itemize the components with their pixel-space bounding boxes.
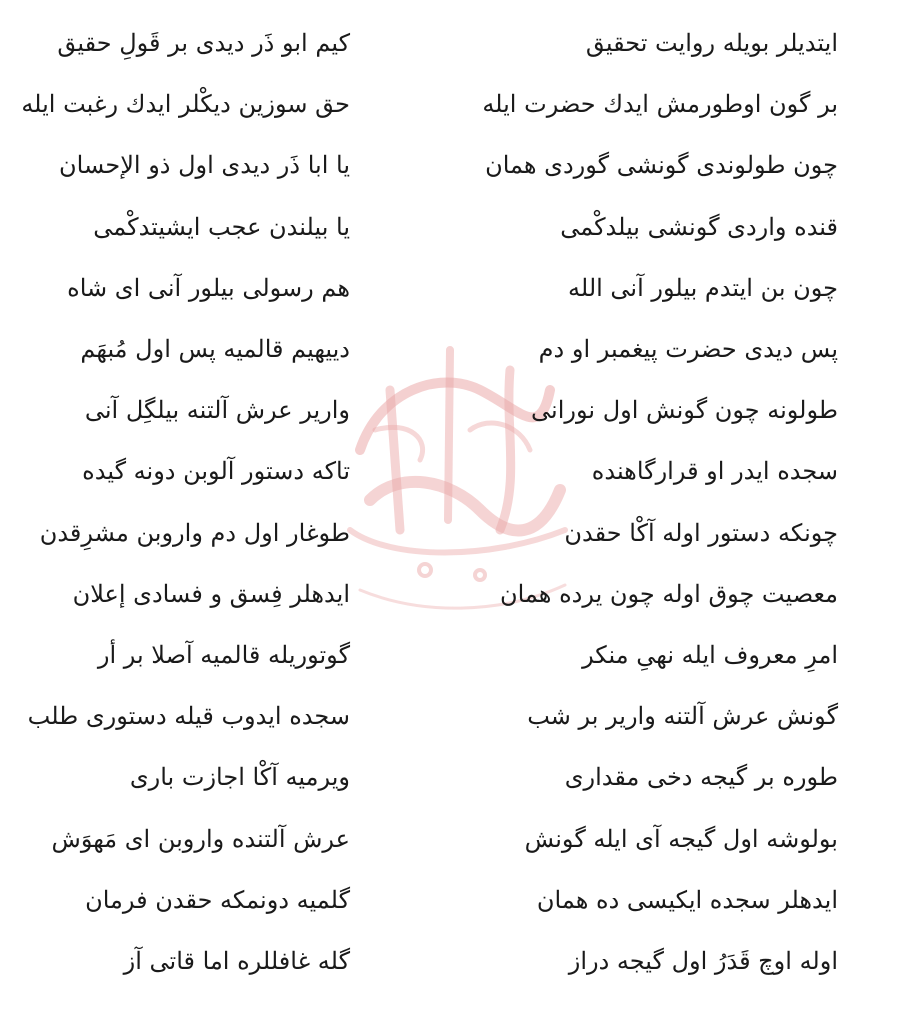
hemistich-second: ایدهلر فِسق و فسادی إعلان: [72, 579, 350, 608]
hemistich-second: یا بیلندن عجب ایشیتدکْمی: [93, 212, 350, 241]
hemistich-first: طولونه چون گونش اول نورانی: [531, 396, 838, 425]
hemistich-first: چون طولوندی گونشی گوردی همان: [485, 151, 838, 180]
couplet-row: [0, 440, 898, 502]
hemistich-second: ویرمیه آکْا اجازت باری: [129, 763, 350, 792]
hemistich-first: ایتدیلر بویله روایت تحقیق: [585, 29, 838, 57]
couplet-row: [0, 318, 898, 380]
hemistich-second: واریر عرش آلتنه بیلگِل آنی: [84, 396, 350, 425]
couplet-row: [0, 134, 898, 196]
couplet-row: [0, 685, 898, 747]
hemistich-second: طوغار اول دم واروبن مشرِقدن: [39, 518, 350, 547]
hemistich-first: بر گون اوطورمش ایدك حضرت ایله: [482, 90, 838, 119]
couplet-row: [0, 73, 898, 135]
hemistich-first: اوله اوچ قَدَرُ اول گیجه دراز: [568, 947, 838, 975]
couplet-row: [0, 12, 898, 74]
hemistich-first: پس دیدی حضرت پیغمبر او دم: [538, 335, 838, 363]
couplet-row: [0, 930, 898, 992]
couplet-row: [0, 257, 898, 319]
hemistich-second: یا ابا ذَر دیدی اول ذو الإحسان: [59, 151, 350, 180]
couplet-row: [0, 624, 898, 686]
couplet-row: [0, 869, 898, 931]
hemistich-second: عرش آلتنده واروبن ای مَهوَش: [51, 824, 350, 853]
hemistich-first: سجده ایدر او قرارگاهنده: [591, 457, 838, 486]
couplet-row: [0, 746, 898, 808]
hemistich-first: امرِ معروف ایله نهیِ منکر: [582, 641, 838, 669]
couplet-row: [0, 808, 898, 870]
hemistich-second: تاکه دستور آلوبن دونه گیده: [82, 457, 350, 486]
hemistich-second: گوتوریله قالمیه آصلا بر أر: [97, 641, 350, 669]
hemistich-second: گلمیه دونمکه حقدن فرمان: [85, 885, 350, 914]
hemistich-first: معصیت چوق اوله چون یرده همان: [499, 579, 838, 608]
hemistich-second: سجده ایدوب قیله دستوری طلب: [27, 702, 350, 731]
hemistich-second: هم رسولی بیلور آنی ای شاه: [67, 273, 350, 302]
hemistich-first: بولوشه اول گیجه آی ایله گونش: [524, 824, 838, 853]
hemistich-second: دییهیم قالمیه پس اول مُبهَم: [80, 335, 350, 363]
couplet-row: [0, 502, 898, 564]
hemistich-first: چون بن ایتدم بیلور آنی الله: [568, 273, 838, 302]
hemistich-first: طوره بر گیجه دخی مقداری: [564, 763, 838, 792]
couplet-row: [0, 379, 898, 441]
hemistich-second: حق سوزین دیكْلر ایدك رغبت ایله: [21, 90, 350, 119]
couplet-row: [0, 196, 898, 258]
hemistich-first: گونش عرش آلتنه واریر بر شب: [527, 702, 838, 731]
hemistich-first: قنده واردی گونشی بیلدکْمی: [560, 212, 838, 241]
couplet-row: [0, 563, 898, 625]
hemistich-second: کیم ابو ذَر دیدی بر قَولِ حقیق: [57, 29, 350, 57]
hemistich-second: گله غافللره اما قاتی آز: [123, 947, 350, 975]
hemistich-first: چونکه دستور اوله آکْا حقدن: [564, 518, 838, 547]
hemistich-first: ایدهلر سجده ایکیسی ده همان: [536, 885, 838, 914]
